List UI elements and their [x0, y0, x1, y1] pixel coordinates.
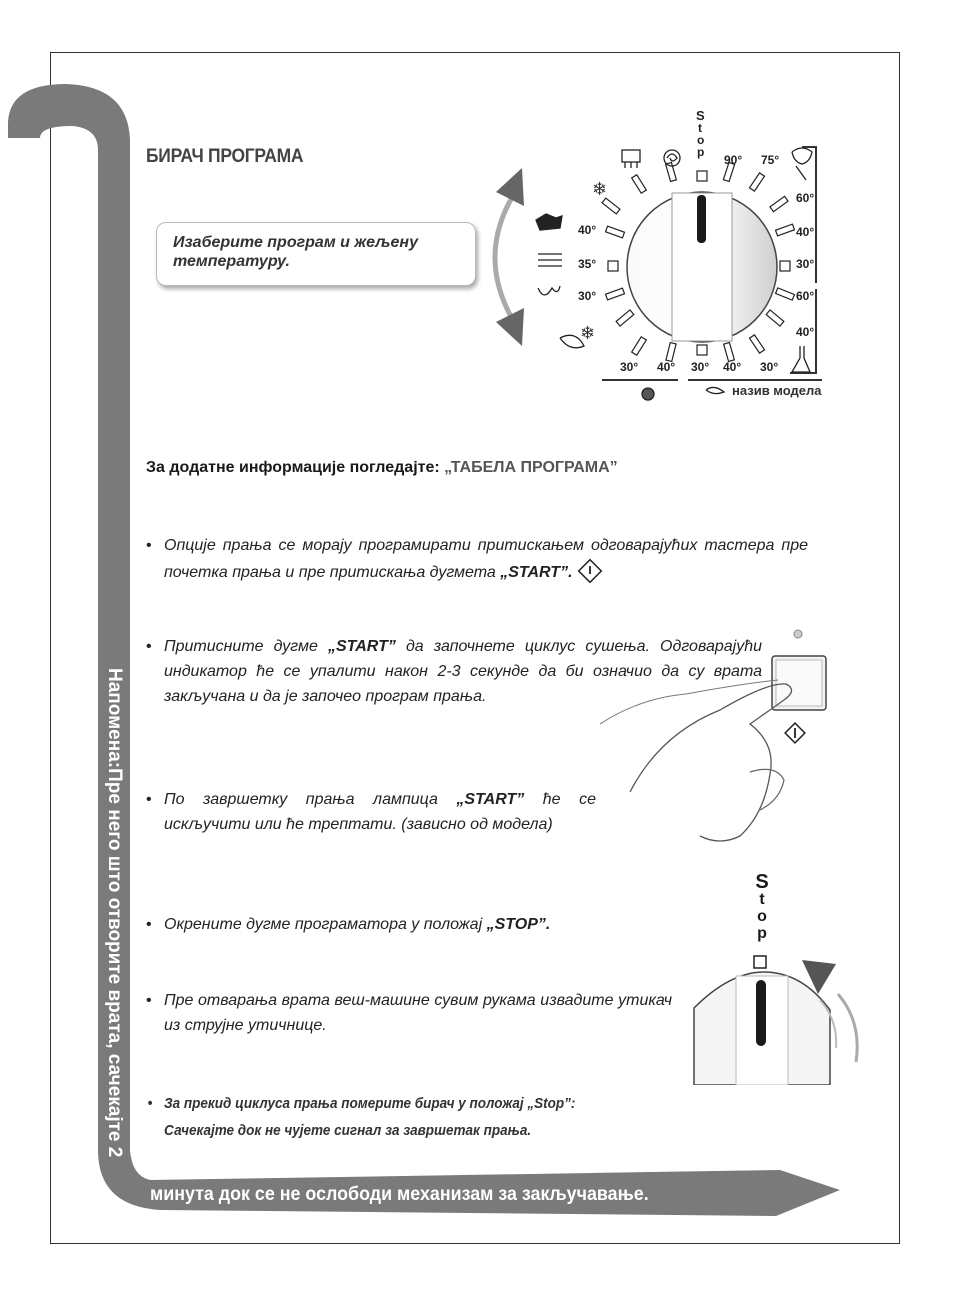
stop-letter: p — [757, 925, 767, 942]
start-symbol-icon — [577, 558, 603, 584]
small-stop-label — [750, 871, 774, 942]
callout-text: Изаберите програм и жељену температуру. — [173, 234, 418, 270]
side-note-text: Напомена:Пре него што отворите врата, сачекајте 2 — [104, 668, 125, 1158]
bullet-strong: „START” — [327, 638, 396, 655]
stop-note — [147, 1090, 650, 1144]
hand-press-illustration — [600, 624, 840, 874]
temp-label: 40° — [723, 360, 742, 374]
temp-label: 40° — [578, 223, 597, 237]
wool-icon — [560, 335, 584, 347]
shirt-icon — [536, 214, 562, 230]
svg-text:❄: ❄ — [580, 323, 596, 343]
temp-label: 75° — [761, 153, 780, 167]
bullet-options — [146, 533, 808, 585]
side-note — [101, 668, 129, 1188]
svg-text:❄: ❄ — [592, 179, 608, 199]
bullet-strong: „STOP”. — [486, 916, 551, 933]
indicator-lamp-icon — [794, 630, 802, 638]
model-leaf-icon — [706, 387, 724, 393]
bullet-text: Притисните дугме — [164, 638, 318, 655]
stop-letter: p — [697, 145, 705, 159]
info-line — [146, 459, 618, 477]
note-line: Сачекајте док не чујете сигнал за завршетак прања. — [164, 1122, 532, 1139]
stain-icon — [642, 388, 654, 400]
temp-label: 30° — [578, 289, 597, 303]
bullet-unplug — [146, 988, 672, 1038]
small-stop-knob — [690, 950, 870, 1085]
temp-label: 40° — [796, 325, 815, 339]
shower-icon — [622, 150, 640, 162]
temp-label: 40° — [657, 360, 676, 374]
bullet-text: ће се искључити или ће трептати. (зависно од модела) — [164, 791, 596, 833]
stop-letter: t — [759, 891, 765, 908]
bullet-symbol: • — [147, 1095, 153, 1112]
bullet-text: По завршетку прања лампица — [164, 791, 438, 808]
cotton-icon — [792, 148, 812, 164]
beaker-icon — [792, 346, 810, 372]
bullet-symbol: • — [146, 992, 152, 1009]
stop-letter: S — [696, 108, 705, 123]
stop-letter: o — [757, 908, 767, 925]
info-label: За додатне информације погледајте: — [146, 459, 440, 476]
info-reference: „ТАБЕЛА ПРОГРАМА” — [444, 459, 618, 476]
temp-label: 60° — [796, 191, 815, 205]
temp-label: 30° — [760, 360, 779, 374]
hand-wash-icon — [538, 286, 560, 295]
temp-label: 90° — [724, 153, 743, 167]
stop-letter: t — [698, 121, 702, 135]
bullet-stop — [146, 912, 684, 937]
temp-label: 40° — [796, 225, 815, 239]
note-line: За прекид циклуса прања померите бирач у положај „Stop”: — [164, 1095, 576, 1112]
temp-label: 30° — [691, 360, 710, 374]
bullet-end — [146, 787, 596, 837]
knob-indicator — [756, 980, 766, 1046]
stop-letter: S — [755, 871, 769, 893]
bullet-symbol: • — [146, 638, 152, 655]
bullet-strong: „START”. — [500, 564, 573, 581]
temp-label: 30° — [620, 360, 639, 374]
program-symbols — [530, 140, 840, 410]
bullet-text: Опције прања се морају програмирати притискањем одговарајућих тастера пре почетка прања и пре притискања дугмета — [164, 537, 808, 581]
iron-icon — [538, 254, 562, 266]
bullet-text: Пре отварања врата веш-машине сувим рукама извадите утикач из струјне утичнице. — [164, 992, 672, 1034]
bullet-symbol: • — [146, 791, 152, 808]
model-name: назив модела — [732, 383, 822, 398]
bullet-strong: „START” — [456, 791, 525, 808]
temp-label: 60° — [796, 289, 815, 303]
bullet-text: Окрените дугме програматора у положај — [164, 916, 483, 933]
temp-label: 30° — [796, 257, 815, 271]
stop-letter: o — [697, 133, 705, 147]
page-title: БИРАЧ ПРОГРАМА — [146, 146, 304, 167]
temp-label: 35° — [578, 257, 597, 271]
bullet-symbol: • — [146, 537, 152, 554]
bullet-text: да започнете циклус сушења. Одговарајући индикатор ће се упалити након 2-3 секунде да би означио да су врата закључана и да је започео програм прања. — [164, 638, 763, 705]
bottom-note: минута док се не ослободи механизам за закључавање. — [150, 1184, 649, 1205]
bullet-symbol: • — [146, 916, 152, 933]
